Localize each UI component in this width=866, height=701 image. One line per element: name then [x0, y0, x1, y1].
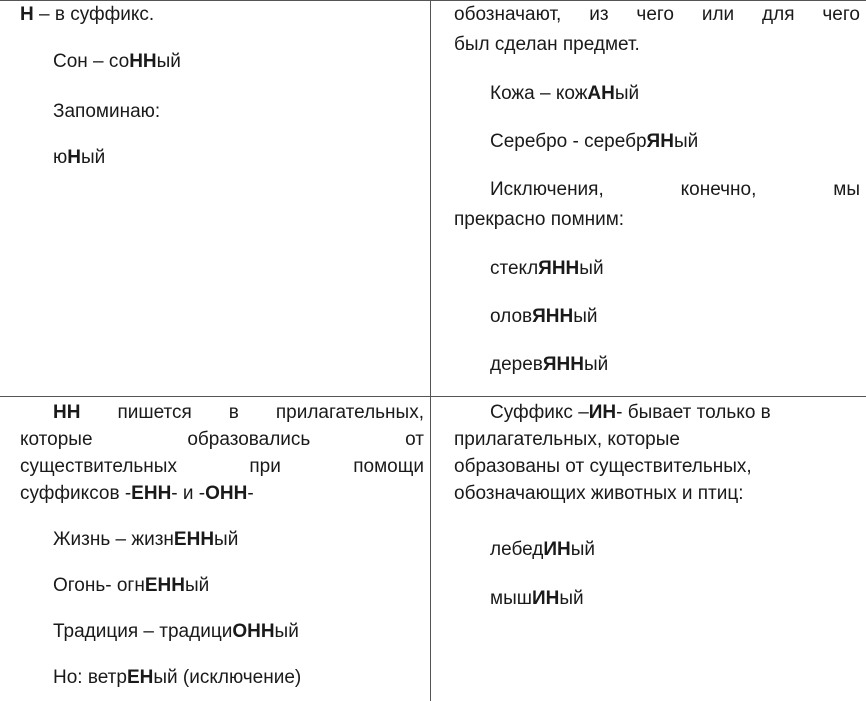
- example-yuny: юНый: [53, 147, 106, 168]
- in-rule-line-1: Суффикс –ИН- бывает только в: [490, 402, 771, 423]
- example-ognenny: Огонь- огнЕННый: [53, 575, 210, 596]
- example-myshiny: мышИНый: [490, 588, 584, 609]
- table-row-divider: [0, 396, 866, 397]
- table-column-divider: [430, 0, 431, 701]
- example-zhiznenny: Жизнь – жизнЕННый: [53, 529, 239, 550]
- exception-derevyanny: деревЯННый: [490, 354, 609, 375]
- exceptions-line-1: Исключения, конечно, мы: [490, 179, 860, 200]
- example-kozhany: Кожа – кожАНый: [490, 83, 640, 104]
- nn-rule-line-2: которые образовались от: [20, 429, 424, 450]
- example-vetreny: Но: ветрЕНый (исключение): [53, 667, 302, 688]
- in-rule-line-4: обозначающих животных и птиц:: [454, 483, 744, 504]
- remember-label: Запоминаю:: [53, 101, 161, 122]
- exception-olovyanny: оловЯННый: [490, 306, 598, 327]
- in-rule-line-2: прилагательных, которые: [454, 429, 680, 450]
- table-top-border: [0, 0, 866, 1]
- rule-single-n: Н – в суффикс.: [20, 4, 155, 25]
- intro-line-1: обозначают, из чего или для чего: [454, 4, 860, 25]
- nn-rule-line-1: НН пишется в прилагательных,: [53, 402, 424, 423]
- exceptions-line-2: прекрасно помним:: [454, 209, 625, 230]
- intro-line-2: был сделан предмет.: [454, 34, 640, 55]
- example-sonny: Сон – соННый: [53, 51, 181, 72]
- nn-rule-line-4: суффиксов -ЕНН- и -ОНН-: [20, 483, 254, 504]
- example-lebediny: лебедИНый: [490, 539, 596, 560]
- example-traditsionny: Традиция – традициОННый: [53, 621, 299, 642]
- in-rule-line-3: образованы от существительных,: [454, 456, 752, 477]
- exception-steklyanny: стеклЯННый: [490, 258, 604, 279]
- example-serebryany: Серебро - серебрЯНый: [490, 131, 699, 152]
- nn-rule-line-3: существительных при помощи: [20, 456, 424, 477]
